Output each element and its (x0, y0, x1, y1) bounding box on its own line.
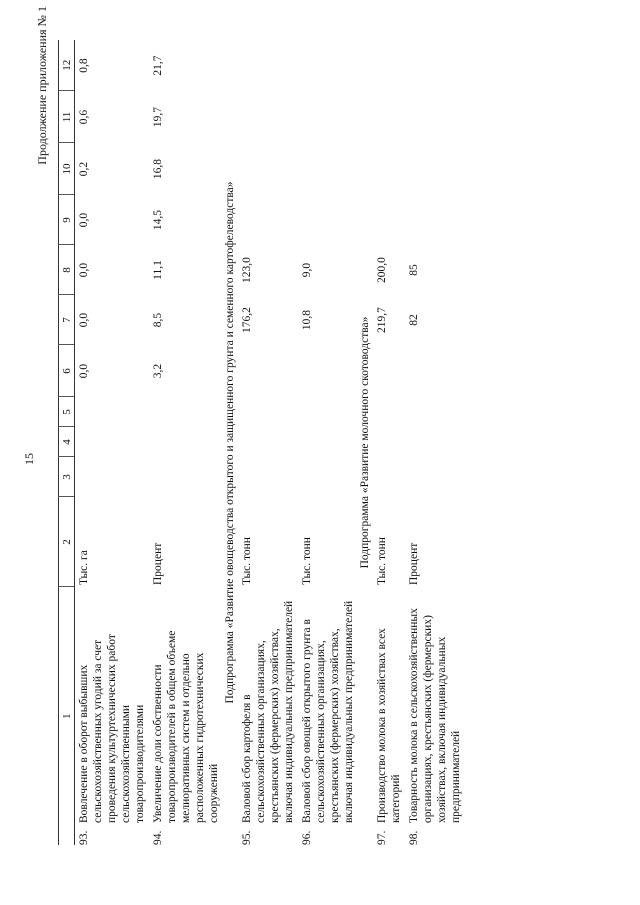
unit-cell: Тыс. тонн (241, 537, 253, 585)
value-cell-col9 (373, 195, 405, 245)
value-cell-col11: 19,7 (152, 106, 164, 128)
value-cell-col8: 123,0 (241, 257, 253, 283)
value-cell-col7: 176,2 (241, 307, 253, 333)
indicators-table (58, 40, 465, 845)
empty-cell (75, 397, 150, 427)
value-cell-col7: 0,0 (78, 312, 90, 328)
value-cell-col6: 0,0 (78, 363, 90, 379)
page-number: 15 (22, 453, 36, 465)
value-cell-col9 (238, 195, 298, 245)
indicator-name: Товарность молока в сельскохозяйственных организациях, крестьянских (фермерских) хозяйствах, включая индивидуальных предпринимателей (408, 608, 462, 823)
row-number: 96. (301, 830, 313, 845)
section-title: Подпрограмма «Развитие овощеводства открытого и защищенного грунта и семенного картофелеводства» (224, 181, 236, 704)
value-cell-col11 (238, 91, 298, 143)
value-cell-col11 (373, 91, 405, 143)
value-cell-col10: 16,8 (152, 158, 164, 180)
value-cell-col10 (298, 143, 358, 195)
indicator-cell (405, 587, 465, 845)
section-row (223, 40, 238, 845)
value-cell-col8: 0,0 (78, 262, 90, 278)
indicator-cell (298, 587, 358, 845)
empty-cell (298, 397, 358, 427)
row-number: 94. (152, 830, 164, 845)
empty-cell (373, 397, 405, 427)
column-header-6: 6 (59, 345, 75, 397)
column-header-5: 5 (59, 397, 75, 427)
column-header-12: 12 (59, 40, 75, 91)
row-number: 98. (408, 830, 420, 845)
column-header-1: 1 (59, 587, 75, 845)
column-header-4: 4 (59, 427, 75, 457)
row-number: 97. (376, 830, 388, 845)
table-row (149, 40, 223, 845)
row-number: 93. (78, 830, 90, 845)
value-cell-col8: 11,1 (152, 260, 164, 280)
empty-cell (149, 427, 223, 457)
column-header-10: 10 (59, 143, 75, 195)
indicator-cell (238, 587, 298, 845)
continuation-note: Продолжение приложения № 1 (35, 6, 49, 165)
value-cell-col7: 8,5 (152, 312, 164, 328)
unit-cell: Тыс. тонн (301, 537, 313, 585)
table-row (238, 40, 298, 845)
indicator-cell (75, 587, 150, 845)
indicator-name: Увеличение доли собственности товаропроизводителей в общем объеме мелиоративных систем и отдельно расположенных гидротехнических сооружений (152, 630, 220, 823)
empty-cell (298, 457, 358, 497)
column-header-9: 9 (59, 195, 75, 245)
column-header-7: 7 (59, 295, 75, 345)
empty-cell (405, 427, 465, 457)
row-number: 95. (241, 830, 253, 845)
empty-cell (373, 457, 405, 497)
value-cell-col12 (238, 40, 298, 91)
empty-cell (149, 397, 223, 427)
value-cell-col12 (405, 40, 465, 91)
indicator-name: Валовой сбор овощей открытого грунта в сельскохозяйственных организациях, крестьянских (фермерских) хозяйствах, включая индивидуальных предпринимателей (301, 600, 355, 823)
section-title: Подпрограмма «Развитие молочного скотоводства» (359, 316, 371, 569)
value-cell-col6 (373, 345, 405, 397)
table-body (75, 40, 466, 845)
empty-cell (149, 457, 223, 497)
value-cell-col6 (298, 345, 358, 397)
empty-cell (298, 427, 358, 457)
value-cell-col12 (298, 40, 358, 91)
value-cell-col12 (373, 40, 405, 91)
indicator-name: Вовлечение в оборот выбывших сельскохозяйственных угодий за счет проведения культуртехнических работ сельскохозяйственными товаропроизводителями (78, 634, 146, 823)
value-cell-col11 (405, 91, 465, 143)
table-row (298, 40, 358, 845)
indicator-cell (149, 587, 223, 845)
empty-cell (405, 457, 465, 497)
column-header-2: 2 (59, 497, 75, 587)
value-cell-col10: 0,2 (78, 161, 90, 177)
value-cell-col9: 0,0 (78, 212, 90, 228)
empty-cell (238, 427, 298, 457)
value-cell-col7: 219,7 (376, 307, 388, 333)
empty-cell (75, 457, 150, 497)
value-cell-col11 (298, 91, 358, 143)
value-cell-col7: 82 (408, 314, 420, 326)
table-row (405, 40, 465, 845)
unit-cell: Процент (152, 542, 164, 585)
value-cell-col6 (405, 345, 465, 397)
empty-cell (238, 457, 298, 497)
column-header-8: 8 (59, 245, 75, 295)
empty-cell (405, 397, 465, 427)
empty-cell (373, 427, 405, 457)
value-cell-col9 (405, 195, 465, 245)
unit-cell: Тыс. тонн (376, 537, 388, 585)
value-cell-col8: 85 (408, 264, 420, 276)
value-cell-col7: 10,8 (301, 309, 313, 331)
unit-cell: Тыс. га (78, 550, 90, 585)
indicator-name: Валовой сбор картофеля в сельскохозяйственных организациях, крестьянских (фермерских) хозяйствах, включая индивидуальных предпринимателей (241, 600, 295, 823)
table-row (75, 40, 150, 845)
value-cell-col10 (405, 143, 465, 195)
value-cell-col9 (298, 195, 358, 245)
unit-cell: Процент (408, 542, 420, 585)
section-row (358, 40, 373, 845)
value-cell-col6: 3,2 (152, 363, 164, 379)
value-cell-col12: 0,8 (78, 58, 90, 73)
value-cell-col11: 0,6 (78, 109, 90, 125)
empty-cell (75, 427, 150, 457)
column-header-row (59, 40, 75, 845)
value-cell-col6 (238, 345, 298, 397)
column-header-11: 11 (59, 91, 75, 143)
table-row (373, 40, 405, 845)
value-cell-col9: 14,5 (152, 209, 164, 231)
column-header-3: 3 (59, 457, 75, 497)
indicator-cell (373, 587, 405, 845)
value-cell-col10 (238, 143, 298, 195)
indicator-name: Производство молока в хозяйствах всех категорий (376, 628, 402, 823)
value-cell-col12: 21,7 (152, 55, 164, 76)
value-cell-col8: 200,0 (376, 257, 388, 283)
value-cell-col10 (373, 143, 405, 195)
empty-cell (238, 397, 298, 427)
value-cell-col8: 9,0 (301, 262, 313, 278)
